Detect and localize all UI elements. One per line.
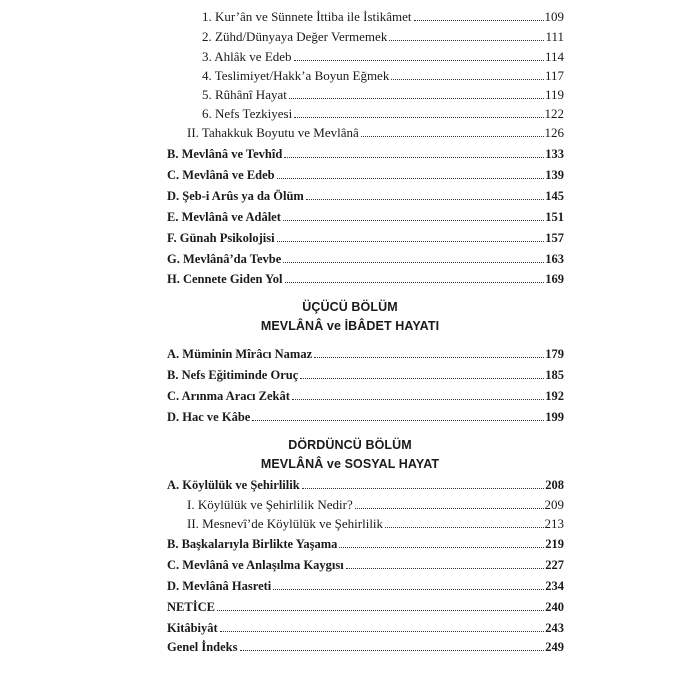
entry-label: C. Arınma Aracı Zekât (167, 389, 290, 403)
entry-label: G. Mevlânâ’da Tevbe (167, 252, 282, 266)
entry-label: D. Mevlânâ Hasreti (167, 579, 272, 593)
entry-page: 243 (545, 621, 564, 635)
entry-label: Kitâbiyât (167, 621, 218, 635)
entry-page: 157 (545, 231, 564, 245)
toc-entry (202, 26, 564, 44)
entry-label: NETİCE (167, 600, 215, 614)
entry-label: II. Mesnevî’de Köylülük ve Şehirlilik (187, 516, 384, 531)
leader-dots (292, 399, 544, 400)
entry-page: 199 (545, 410, 564, 424)
toc-entry (167, 406, 564, 424)
leader-dots (306, 199, 544, 200)
entry-page: 240 (545, 600, 564, 614)
leader-dots (391, 79, 544, 80)
entry-page: 185 (545, 368, 564, 382)
entry-label: 6. Nefs Tezkiyesi (202, 106, 293, 121)
entry-page: 117 (544, 68, 564, 83)
leader-dots (346, 568, 545, 569)
entry-page: 208 (545, 478, 564, 492)
toc-entry (167, 617, 564, 635)
entry-label: 5. Rûhânî Hayat (202, 87, 287, 102)
toc-entry (167, 343, 564, 361)
entry-page: 192 (545, 389, 564, 403)
entry-page: 234 (545, 579, 564, 593)
entry-label: I. Köylülük ve Şehirlilik Nedir? (187, 497, 353, 512)
entry-label: A. Köylülük ve Şehirlilik (167, 478, 300, 492)
entry-label: C. Mevlânâ ve Anlaşılma Kaygısı (167, 558, 344, 572)
entry-page: 139 (545, 168, 564, 182)
toc-entry (167, 474, 564, 492)
leader-dots (385, 527, 543, 528)
entry-label: Genel İndeks (167, 640, 238, 654)
entry-label: C. Mevlânâ ve Edeb (167, 168, 275, 182)
leader-dots (302, 488, 545, 489)
entry-label: E. Mevlânâ ve Adâlet (167, 210, 281, 224)
entry-label: B. Mevlânâ ve Tevhîd (167, 147, 283, 161)
toc-entry (167, 364, 564, 382)
entry-label: B. Başkalarıyla Birlikte Yaşama (167, 537, 338, 551)
leader-dots (300, 378, 544, 379)
leader-dots (252, 420, 544, 421)
toc-entry (167, 636, 564, 654)
section-subtitle: MEVLÂNÂ ve SOSYAL HAYAT (260, 457, 440, 471)
leader-dots (294, 117, 543, 118)
toc-entry (202, 6, 564, 24)
leader-dots (339, 547, 544, 548)
entry-page: 213 (544, 516, 564, 531)
section-title: DÖRDÜNCÜ BÖLÜM (288, 438, 412, 452)
leader-dots (273, 589, 544, 590)
entry-page: 227 (545, 558, 564, 572)
toc-entry (202, 65, 564, 83)
leader-dots (361, 136, 544, 137)
toc-entry (167, 143, 564, 161)
toc-entry (167, 596, 564, 614)
entry-label: A. Müminin Mîrâcı Namaz (167, 347, 313, 361)
entry-label: H. Cennete Giden Yol (167, 272, 283, 286)
leader-dots (294, 60, 544, 61)
leader-dots (240, 650, 545, 651)
leader-dots (277, 241, 545, 242)
section-title: ÜÇÜCÜ BÖLÜM (302, 300, 398, 314)
entry-page: 122 (544, 106, 564, 121)
entry-page: 126 (544, 125, 564, 140)
leader-dots (220, 631, 545, 632)
leader-dots (314, 357, 544, 358)
entry-page: 169 (545, 272, 564, 286)
toc-entry (167, 385, 564, 403)
toc-entry (167, 206, 564, 224)
toc-entry (167, 533, 564, 551)
entry-page: 163 (545, 252, 564, 266)
entry-page: 145 (545, 189, 564, 203)
toc-entry (187, 122, 564, 140)
entry-label: II. Tahakkuk Boyutu ve Mevlânâ (187, 125, 359, 140)
leader-dots (217, 610, 544, 611)
entry-page: 119 (544, 87, 564, 102)
section-subtitle: MEVLÂNÂ ve İBÂDET HAYATI (260, 319, 440, 333)
entry-label: 4. Teslimiyet/Hakk’a Boyun Eğmek (202, 68, 390, 83)
toc-entry (167, 185, 564, 203)
leader-dots (284, 157, 544, 158)
leader-dots (355, 508, 544, 509)
toc-entry (167, 575, 564, 593)
leader-dots (283, 220, 544, 221)
entry-label: D. Şeb-i Arûs ya da Ölüm (167, 189, 304, 203)
entry-label: 3. Ahlâk ve Edeb (202, 49, 292, 64)
entry-page: 133 (545, 147, 564, 161)
leader-dots (283, 262, 544, 263)
entry-label: F. Günah Psikolojisi (167, 231, 275, 245)
leader-dots (414, 20, 544, 21)
entry-page: 151 (545, 210, 564, 224)
toc-entry (167, 227, 564, 245)
leader-dots (289, 98, 544, 99)
toc-entry (167, 248, 564, 266)
leader-dots (285, 282, 545, 283)
toc-entry (202, 84, 564, 102)
toc-entry (167, 554, 564, 572)
leader-dots (389, 40, 544, 41)
entry-page: 111 (545, 29, 564, 44)
toc-entry (167, 164, 564, 182)
entry-page: 114 (544, 49, 564, 64)
toc-entry (187, 513, 564, 531)
toc-entry (202, 103, 564, 121)
entry-label: 2. Zühd/Dünyaya Değer Vermemek (202, 29, 388, 44)
toc-entry (202, 46, 564, 64)
entry-page: 249 (545, 640, 564, 654)
toc-entry (187, 494, 564, 512)
toc-entry (167, 268, 564, 286)
entry-page: 179 (545, 347, 564, 361)
entry-page: 219 (545, 537, 564, 551)
entry-label: 1. Kur’ân ve Sünnete İttiba ile İstikâmet (202, 9, 412, 24)
entry-page: 209 (544, 497, 564, 512)
entry-page: 109 (544, 9, 564, 24)
leader-dots (277, 178, 545, 179)
entry-label: D. Hac ve Kâbe (167, 410, 251, 424)
entry-label: B. Nefs Eğitiminde Oruç (167, 368, 299, 382)
